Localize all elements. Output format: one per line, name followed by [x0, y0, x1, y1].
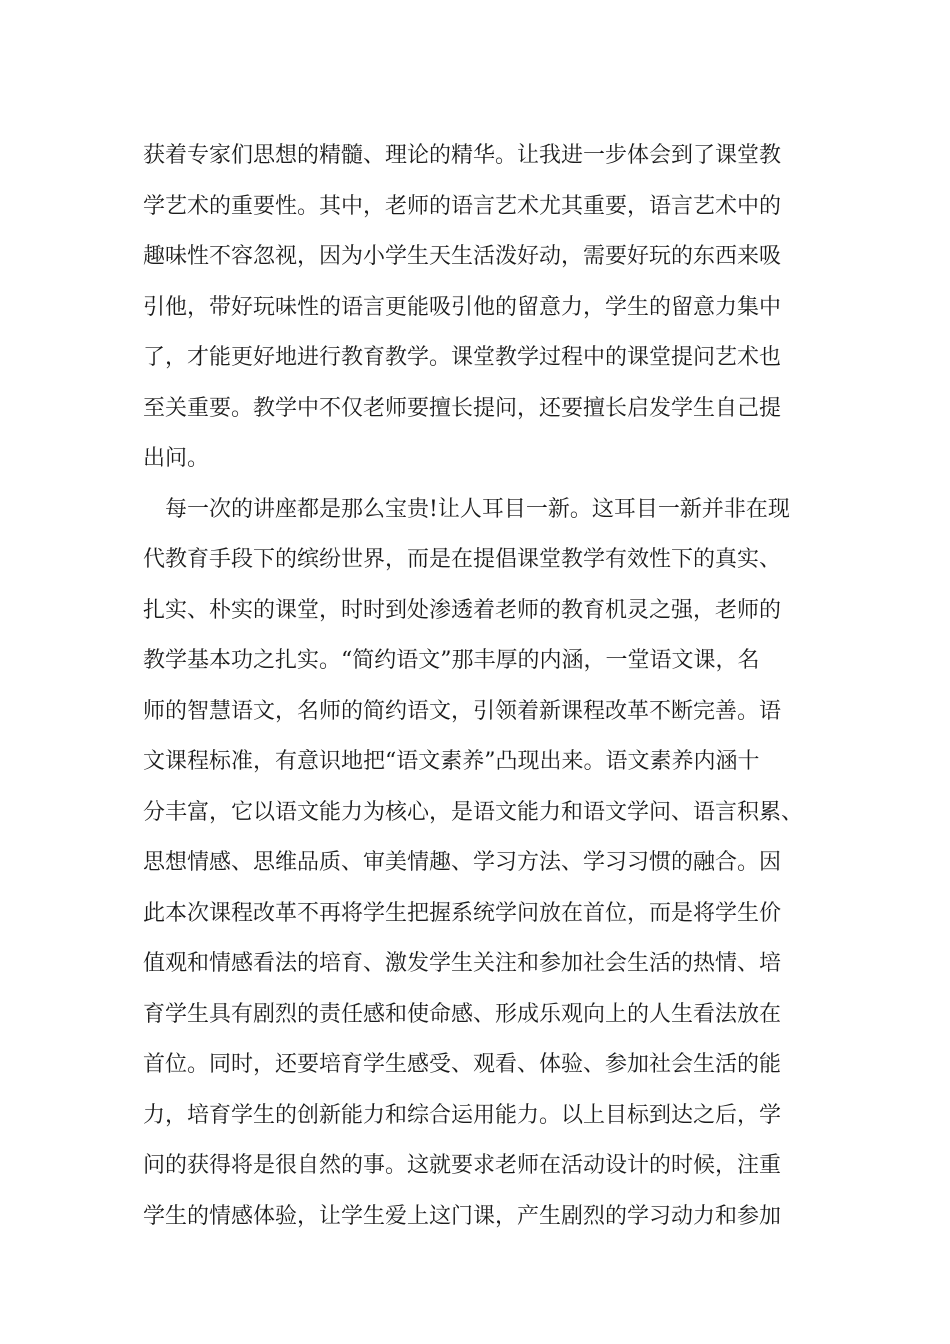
text-line: 趣味性不容忽视，因为小学生天生活泼好动，需要好玩的东西来吸	[143, 244, 782, 269]
text-line: 育学生具有剧烈的责任感和使命感、形成乐观向上的人生看法放在	[143, 1001, 782, 1027]
text-line: 获着专家们思想的精髓、理论的精华。让我进一步体会到了课堂教	[143, 143, 782, 168]
body-text	[143, 131, 843, 1242]
text-line: 学艺术的重要性。其中，老师的语言艺术尤其重要，语言艺术中的	[143, 193, 782, 219]
text-line: 扎实、朴实的课堂，时时到处渗透着老师的教育机灵之强，老师的	[143, 597, 782, 623]
text-line: 每一次的讲座都是那么宝贵!让人耳目一新。这耳目一新并非在现	[165, 496, 790, 522]
text-line: 至关重要。教学中不仅老师要擅长提问，还要擅长启发学生自己提	[143, 395, 782, 421]
text-line: 师的智慧语文，名师的简约语文，引领着新课程改革不断完善。语	[143, 698, 782, 724]
text-line: 值观和情感看法的培育、激发学生关注和参加社会生活的热情、培	[143, 951, 782, 976]
text-line: 首位。同时，还要培育学生感受、观看、体验、参加社会生活的能	[143, 1052, 782, 1077]
text-line: 教学基本功之扎实。“简约语文”那丰厚的内涵，一堂语文课，名	[143, 648, 760, 673]
text-line: 代教育手段下的缤纷世界，而是在提倡课堂教学有效性下的真实、	[143, 547, 782, 572]
text-line: 思想情感、思维品质、审美情趣、学习方法、学习习惯的融合。因	[143, 850, 782, 875]
text-line: 了，才能更好地进行教育教学。课堂教学过程中的课堂提问艺术也	[143, 345, 782, 370]
text-line: 问的获得将是很自然的事。这就要求老师在活动设计的时候，注重	[143, 1153, 782, 1178]
text-line: 学生的情感体验，让学生爱上这门课，产生剧烈的学习动力和参加	[143, 1203, 782, 1229]
paragraph-1	[143, 131, 843, 485]
text-line: 出问。	[143, 446, 210, 471]
text-line: 文课程标准，有意识地把“语文素养”凸现出来。语文素养内涵十	[143, 749, 760, 774]
paragraph-2	[143, 485, 843, 1243]
text-line: 引他，带好玩味性的语言更能吸引他的留意力，学生的留意力集中	[143, 294, 782, 320]
text-line: 力，培育学生的创新能力和综合运用能力。以上目标到达之后，学	[143, 1102, 782, 1128]
text-line: 此本次课程改革不再将学生把握系统学问放在首位，而是将学生价	[143, 900, 782, 926]
text-line: 分丰富，它以语文能力为核心，是语文能力和语文学问、语言积累、	[143, 799, 804, 825]
